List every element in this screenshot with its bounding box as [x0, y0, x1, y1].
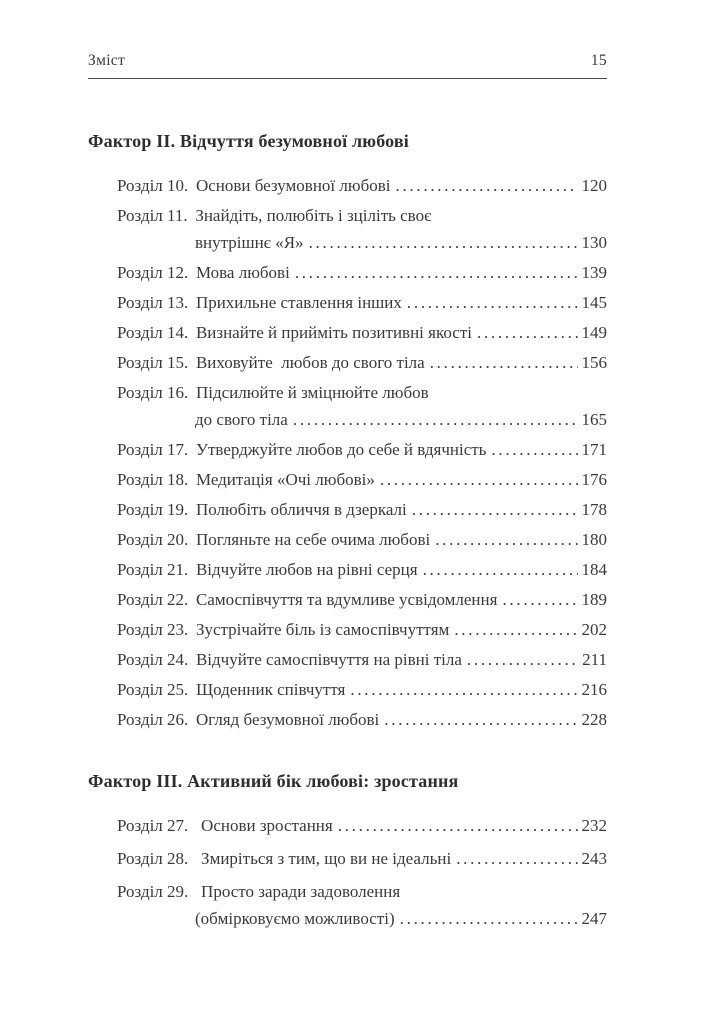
chapter-label: Розділ 20. — [117, 530, 189, 549]
chapter-label: Розділ 10. — [117, 176, 189, 195]
toc-entry-line — [117, 202, 607, 229]
chapter-page-number: 178 — [581, 500, 607, 519]
dot-leader — [309, 229, 578, 256]
dot-leader — [407, 289, 578, 316]
toc-entry-line — [117, 319, 607, 346]
chapter-page-number: 247 — [581, 909, 607, 928]
chapter-page-number: 139 — [581, 263, 607, 282]
dot-leader — [293, 406, 578, 433]
chapter-title: Мова любові — [195, 263, 290, 282]
chapter-page-number: 156 — [581, 353, 607, 372]
dot-leader — [454, 616, 577, 643]
dot-leader — [400, 905, 578, 932]
dot-leader — [350, 676, 577, 703]
chapter-label: Розділ 18. — [117, 470, 189, 489]
toc-entry-continuation — [117, 406, 607, 433]
toc-entry-line — [117, 676, 607, 703]
chapter-title: Виховуйте любов до свого тіла — [195, 353, 425, 372]
chapter-page-number: 211 — [582, 650, 607, 669]
toc-entry[interactable] — [117, 586, 607, 613]
chapter-title: Визнайте й прийміть позитивні якості — [195, 323, 472, 342]
chapter-page-number: 184 — [581, 560, 607, 579]
toc-entry[interactable] — [117, 466, 607, 493]
chapter-title: Зустрічайте біль із самоспівчуттям — [195, 620, 450, 639]
toc-entry-line — [117, 706, 607, 733]
running-title: Зміст — [88, 52, 126, 69]
chapter-label: Розділ 25. — [117, 680, 189, 699]
chapter-title: Підсилюйте й зміцнюйте любов — [195, 383, 429, 402]
chapter-label: Розділ 16. — [117, 383, 189, 402]
toc-entry[interactable] — [117, 259, 607, 286]
chapter-title: Знайдіть, полюбіть і зціліть своє — [195, 206, 432, 225]
chapter-title: Щоденник співчуття — [195, 680, 346, 699]
toc-entry-line — [117, 496, 607, 523]
toc-entry[interactable] — [117, 319, 607, 346]
toc-entry[interactable] — [117, 289, 607, 316]
dot-leader — [502, 586, 577, 613]
toc-entry-line — [117, 436, 607, 463]
toc-entry[interactable] — [117, 379, 607, 433]
table-of-contents — [88, 131, 607, 932]
chapter-label: Розділ 27. — [117, 816, 189, 835]
chapter-title-continued: до свого тіла — [195, 410, 288, 429]
chapter-label: Розділ 29. — [117, 882, 189, 901]
toc-entry[interactable] — [117, 616, 607, 643]
chapter-label: Розділ 22. — [117, 590, 189, 609]
toc-entry-line — [117, 616, 607, 643]
toc-entry[interactable] — [117, 646, 607, 673]
toc-entry[interactable] — [117, 845, 607, 872]
chapter-page-number: 180 — [581, 530, 607, 549]
running-header — [88, 52, 607, 79]
chapter-label: Розділ 14. — [117, 323, 189, 342]
section-heading: Фактор ІІІ. Активний бік любові: зростання — [88, 771, 459, 791]
toc-entry[interactable] — [117, 706, 607, 733]
chapter-title: Основи зростання — [201, 816, 333, 835]
chapter-page-number: 232 — [581, 816, 607, 835]
chapter-label: Розділ 24. — [117, 650, 189, 669]
chapter-title: Утверджуйте любов до себе й вдячність — [195, 440, 487, 459]
chapter-page-number: 176 — [581, 470, 607, 489]
toc-entry-line — [117, 812, 607, 839]
toc-entry[interactable] — [117, 878, 607, 932]
chapter-label: Розділ 23. — [117, 620, 189, 639]
toc-entry-line — [117, 289, 607, 316]
chapter-label: Розділ 28. — [117, 849, 189, 868]
chapter-label: Розділ 17. — [117, 440, 189, 459]
toc-section — [88, 771, 607, 932]
dot-leader — [435, 526, 577, 553]
toc-entry-line — [117, 172, 607, 199]
chapter-title: Прихильне ставлення інших — [195, 293, 402, 312]
chapter-label: Розділ 21. — [117, 560, 189, 579]
chapter-page-number: 130 — [581, 233, 607, 252]
toc-entry[interactable] — [117, 526, 607, 553]
chapter-page-number: 189 — [581, 590, 607, 609]
chapter-title: Полюбіть обличчя в дзеркалі — [195, 500, 407, 519]
chapter-title: Самоспівчуття та вдумливе усвідомлення — [195, 590, 498, 609]
toc-entry-line — [117, 379, 607, 406]
toc-entry-line — [117, 349, 607, 376]
chapter-page-number: 145 — [581, 293, 607, 312]
chapter-page-number: 165 — [581, 410, 607, 429]
dot-leader — [430, 349, 578, 376]
dot-leader — [477, 319, 578, 346]
chapter-page-number: 120 — [581, 176, 607, 195]
chapter-title: Просто заради задоволення — [201, 882, 401, 901]
dot-leader — [295, 259, 578, 286]
dot-leader — [380, 466, 578, 493]
chapter-label: Розділ 11. — [117, 206, 188, 225]
chapter-list — [88, 812, 607, 932]
chapter-page-number: 202 — [581, 620, 607, 639]
toc-entry-line — [117, 556, 607, 583]
chapter-label: Розділ 13. — [117, 293, 189, 312]
toc-section — [88, 131, 607, 733]
dot-leader — [491, 436, 577, 463]
chapter-title-continued: внутрішнє «Я» — [195, 233, 304, 252]
chapter-label: Розділ 26. — [117, 710, 189, 729]
chapter-title: Основи безумовної любові — [195, 176, 391, 195]
page-number: 15 — [590, 52, 607, 69]
dot-leader — [338, 812, 578, 839]
toc-entry-continuation — [117, 905, 607, 932]
toc-entry[interactable] — [117, 676, 607, 703]
toc-entry[interactable] — [117, 556, 607, 583]
chapter-page-number: 216 — [581, 680, 607, 699]
toc-entry[interactable] — [117, 172, 607, 199]
dot-leader — [423, 556, 578, 583]
chapter-title: Огляд безумовної любові — [195, 710, 380, 729]
chapter-title-continued: (обмірковуємо можливості) — [195, 909, 395, 928]
toc-entry-line — [117, 845, 607, 872]
toc-entry-line — [117, 466, 607, 493]
dot-leader — [467, 646, 578, 673]
chapter-page-number: 228 — [581, 710, 607, 729]
toc-entry[interactable] — [117, 496, 607, 523]
toc-entry[interactable] — [117, 812, 607, 839]
toc-entry-line — [117, 526, 607, 553]
dot-leader — [384, 706, 577, 733]
chapter-title: Відчуйте любов на рівні серця — [195, 560, 418, 579]
dot-leader — [456, 845, 577, 872]
chapter-page-number: 171 — [581, 440, 607, 459]
toc-entry[interactable] — [117, 436, 607, 463]
chapter-title: Змиріться з тим, що ви не ідеальні — [201, 849, 452, 868]
toc-entry[interactable] — [117, 349, 607, 376]
section-heading: Фактор ІІ. Відчуття безумовної любові — [88, 131, 409, 151]
toc-entry-line — [117, 878, 607, 905]
chapter-page-number: 149 — [581, 323, 607, 342]
toc-entry-line — [117, 646, 607, 673]
toc-entry[interactable] — [117, 202, 607, 256]
toc-entry-line — [117, 586, 607, 613]
chapter-label: Розділ 12. — [117, 263, 189, 282]
chapter-title: Медитація «Очі любові» — [195, 470, 375, 489]
chapter-page-number: 243 — [581, 849, 607, 868]
chapter-label: Розділ 15. — [117, 353, 189, 372]
toc-entry-continuation — [117, 229, 607, 256]
chapter-label: Розділ 19. — [117, 500, 189, 519]
toc-entry-line — [117, 259, 607, 286]
dot-leader — [395, 172, 577, 199]
chapter-title: Відчуйте самоспівчуття на рівні тіла — [195, 650, 462, 669]
dot-leader — [412, 496, 578, 523]
chapter-title: Погляньте на себе очима любові — [195, 530, 431, 549]
chapter-list — [88, 172, 607, 733]
